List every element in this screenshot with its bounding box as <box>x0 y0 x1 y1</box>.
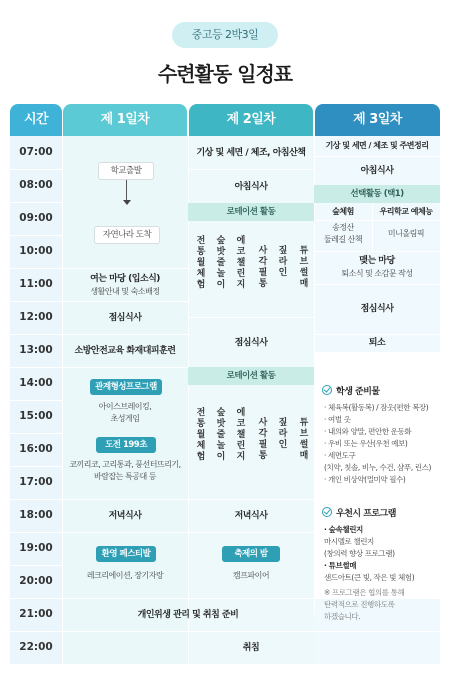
page-title: 수련활동 일정표 <box>157 62 293 86</box>
items-title <box>322 385 440 398</box>
hygiene-prep: 개인위생 관리 및 취침 준비 <box>137 610 239 620</box>
relation-program-line2: 초성게임 <box>110 414 140 423</box>
day1-lunch: 점심식사 <box>108 313 142 323</box>
time-slot: 09:00 <box>19 212 53 224</box>
items-title-text: 학생 준비물 <box>336 387 380 397</box>
rain-item-title: · 숲속챌린지 <box>324 525 363 534</box>
arrow-line <box>126 180 127 202</box>
option1-line2: 둘레길 산책 <box>323 235 363 244</box>
item: · 개인 비상약(멀미약 필수) <box>324 475 406 484</box>
item: · 내의와 양말, 편안한 운동화 <box>324 427 412 436</box>
schedule-table <box>10 104 440 664</box>
activity-pm: 짚라인 <box>278 418 288 450</box>
program-badge: 중고등 2박3일 <box>172 22 278 48</box>
challenge-line2: 바람잡는 특공대 등 <box>94 472 156 481</box>
rain-note: ※ 프로그램은 협의를 통해 <box>324 588 405 597</box>
day2-wake: 기상 및 세면 / 체조, 아침산책 <box>196 148 306 158</box>
activity-pm: 사각필통 <box>258 418 268 461</box>
time-slot: 12:00 <box>19 311 53 323</box>
day2-lunch: 점심식사 <box>234 338 268 348</box>
option2-body: 미니올림픽 <box>387 229 425 238</box>
time-slot: 11:00 <box>19 278 53 290</box>
closing-sub: 퇴소식 및 소감문 작성 <box>341 269 413 278</box>
day3-breakfast: 아침식사 <box>360 166 394 176</box>
activity-am: 짚라인 <box>278 246 288 278</box>
activity-am: 사각필통 <box>258 246 268 289</box>
activity-pm: 에코챌린지 <box>236 408 246 462</box>
festival-tag: 환영 페스티발 <box>96 546 156 562</box>
depart-box: 학교출발 <box>98 162 154 180</box>
opening-sub: 생활안내 및 숙소배정 <box>90 287 160 296</box>
check-circle-icon <box>322 385 332 395</box>
time-header: 시간 <box>10 104 62 136</box>
time-slot: 20:00 <box>19 575 53 587</box>
arrive-box: 자연나라 도착 <box>94 226 160 244</box>
time-slot: 14:00 <box>19 377 53 389</box>
activity-am: 숲밧줄놀이 <box>216 236 226 290</box>
option1-line1: 송정산 <box>332 223 354 232</box>
challenge-tag: 도전 199초 <box>96 437 156 453</box>
day2-breakfast: 아침식사 <box>234 182 268 192</box>
arrow-down-icon <box>123 200 131 205</box>
night-festival-sub: 캠프파이어 <box>232 571 270 580</box>
item: · 우비 또는 우산(우천 예보) <box>324 439 408 448</box>
rain-note: 하겠습니다. <box>324 612 361 621</box>
day3-header: 제 3일차 <box>315 104 440 136</box>
rain-title-text: 우천시 프로그램 <box>336 509 396 519</box>
festival-sub: 레크리에이션, 장기자랑 <box>86 571 164 580</box>
item: (치약, 칫솔, 비누, 수건, 샴푸, 린스) <box>324 463 432 472</box>
item: · 체육복(활동복) / 잠옷(편한 복장) <box>324 403 429 412</box>
relation-program-line1: 아이스브레이킹, <box>98 402 152 411</box>
items-list <box>324 402 440 486</box>
day2-header: 제 2일차 <box>189 104 313 136</box>
rotation-band-am: 로테이션 활동 <box>188 203 314 221</box>
rain-item-sub: 샌드아트(큰 빛, 작은 빛 체험) <box>324 573 415 582</box>
day2-dinner: 저녁식사 <box>234 511 268 521</box>
closing-title: 맺는 마당 <box>359 256 395 266</box>
sleep: 취침 <box>242 643 260 653</box>
time-slot: 17:00 <box>19 476 53 488</box>
day1-header: 제 1일차 <box>63 104 187 136</box>
challenge-line1: 코끼리코, 고리통과, 풍선터뜨리기, <box>69 460 181 469</box>
activity-am: 튜브썰매 <box>299 246 309 289</box>
rain-item-sub: (창의력 향상 프로그램) <box>324 549 395 558</box>
item: · 세면도구 <box>324 451 356 460</box>
time-slot: 15:00 <box>19 410 53 422</box>
activity-pm: 숲밧줄놀이 <box>216 408 226 462</box>
elective-band: 선택활동 (택1) <box>314 185 440 203</box>
day3-lunch: 점심식사 <box>360 304 394 314</box>
rain-item-title: · 튜브썰매 <box>324 561 357 570</box>
rain-title <box>322 507 440 520</box>
relation-program-tag: 관계형성프로그램 <box>90 379 162 395</box>
opening-title: 여는 마당 (입소식) <box>90 274 160 284</box>
night-festival-tag: 축제의 밤 <box>222 546 280 562</box>
time-slot: 19:00 <box>19 542 53 554</box>
option2-head: 우리학교 예체능 <box>379 207 433 216</box>
time-slot: 18:00 <box>19 509 53 521</box>
activity-pm: 튜브썰매 <box>299 418 309 461</box>
item: · 여벌 옷 <box>324 415 351 424</box>
rain-item-sub: 마시멜로 챌린지 <box>324 537 374 546</box>
check-circle-icon <box>322 507 332 517</box>
day1-column <box>62 136 188 664</box>
rain-list <box>324 524 440 623</box>
time-slot: 13:00 <box>19 344 53 356</box>
time-slot: 22:00 <box>19 641 53 653</box>
rain-note: 탄력적으로 진행하도록 <box>324 600 395 609</box>
day3-wake: 기상 및 세면 / 체조 및 주변정리 <box>325 141 429 150</box>
rotation-band-pm: 로테이션 활동 <box>188 367 314 385</box>
day1-dinner: 저녁식사 <box>108 511 142 521</box>
leave: 퇴소 <box>368 338 386 348</box>
time-slot: 16:00 <box>19 443 53 455</box>
time-slot: 07:00 <box>19 146 53 158</box>
activity-pm: 전통월체험 <box>196 408 206 462</box>
activity-am: 전통월체험 <box>196 236 206 290</box>
time-slot: 10:00 <box>19 245 53 257</box>
activity-am: 에코챌린지 <box>236 236 246 290</box>
time-slot: 21:00 <box>19 608 53 620</box>
option1-head: 숲체험 <box>332 207 354 216</box>
time-slot: 08:00 <box>19 179 53 191</box>
safety-training: 소방안전교육 화재대피훈련 <box>74 346 176 356</box>
